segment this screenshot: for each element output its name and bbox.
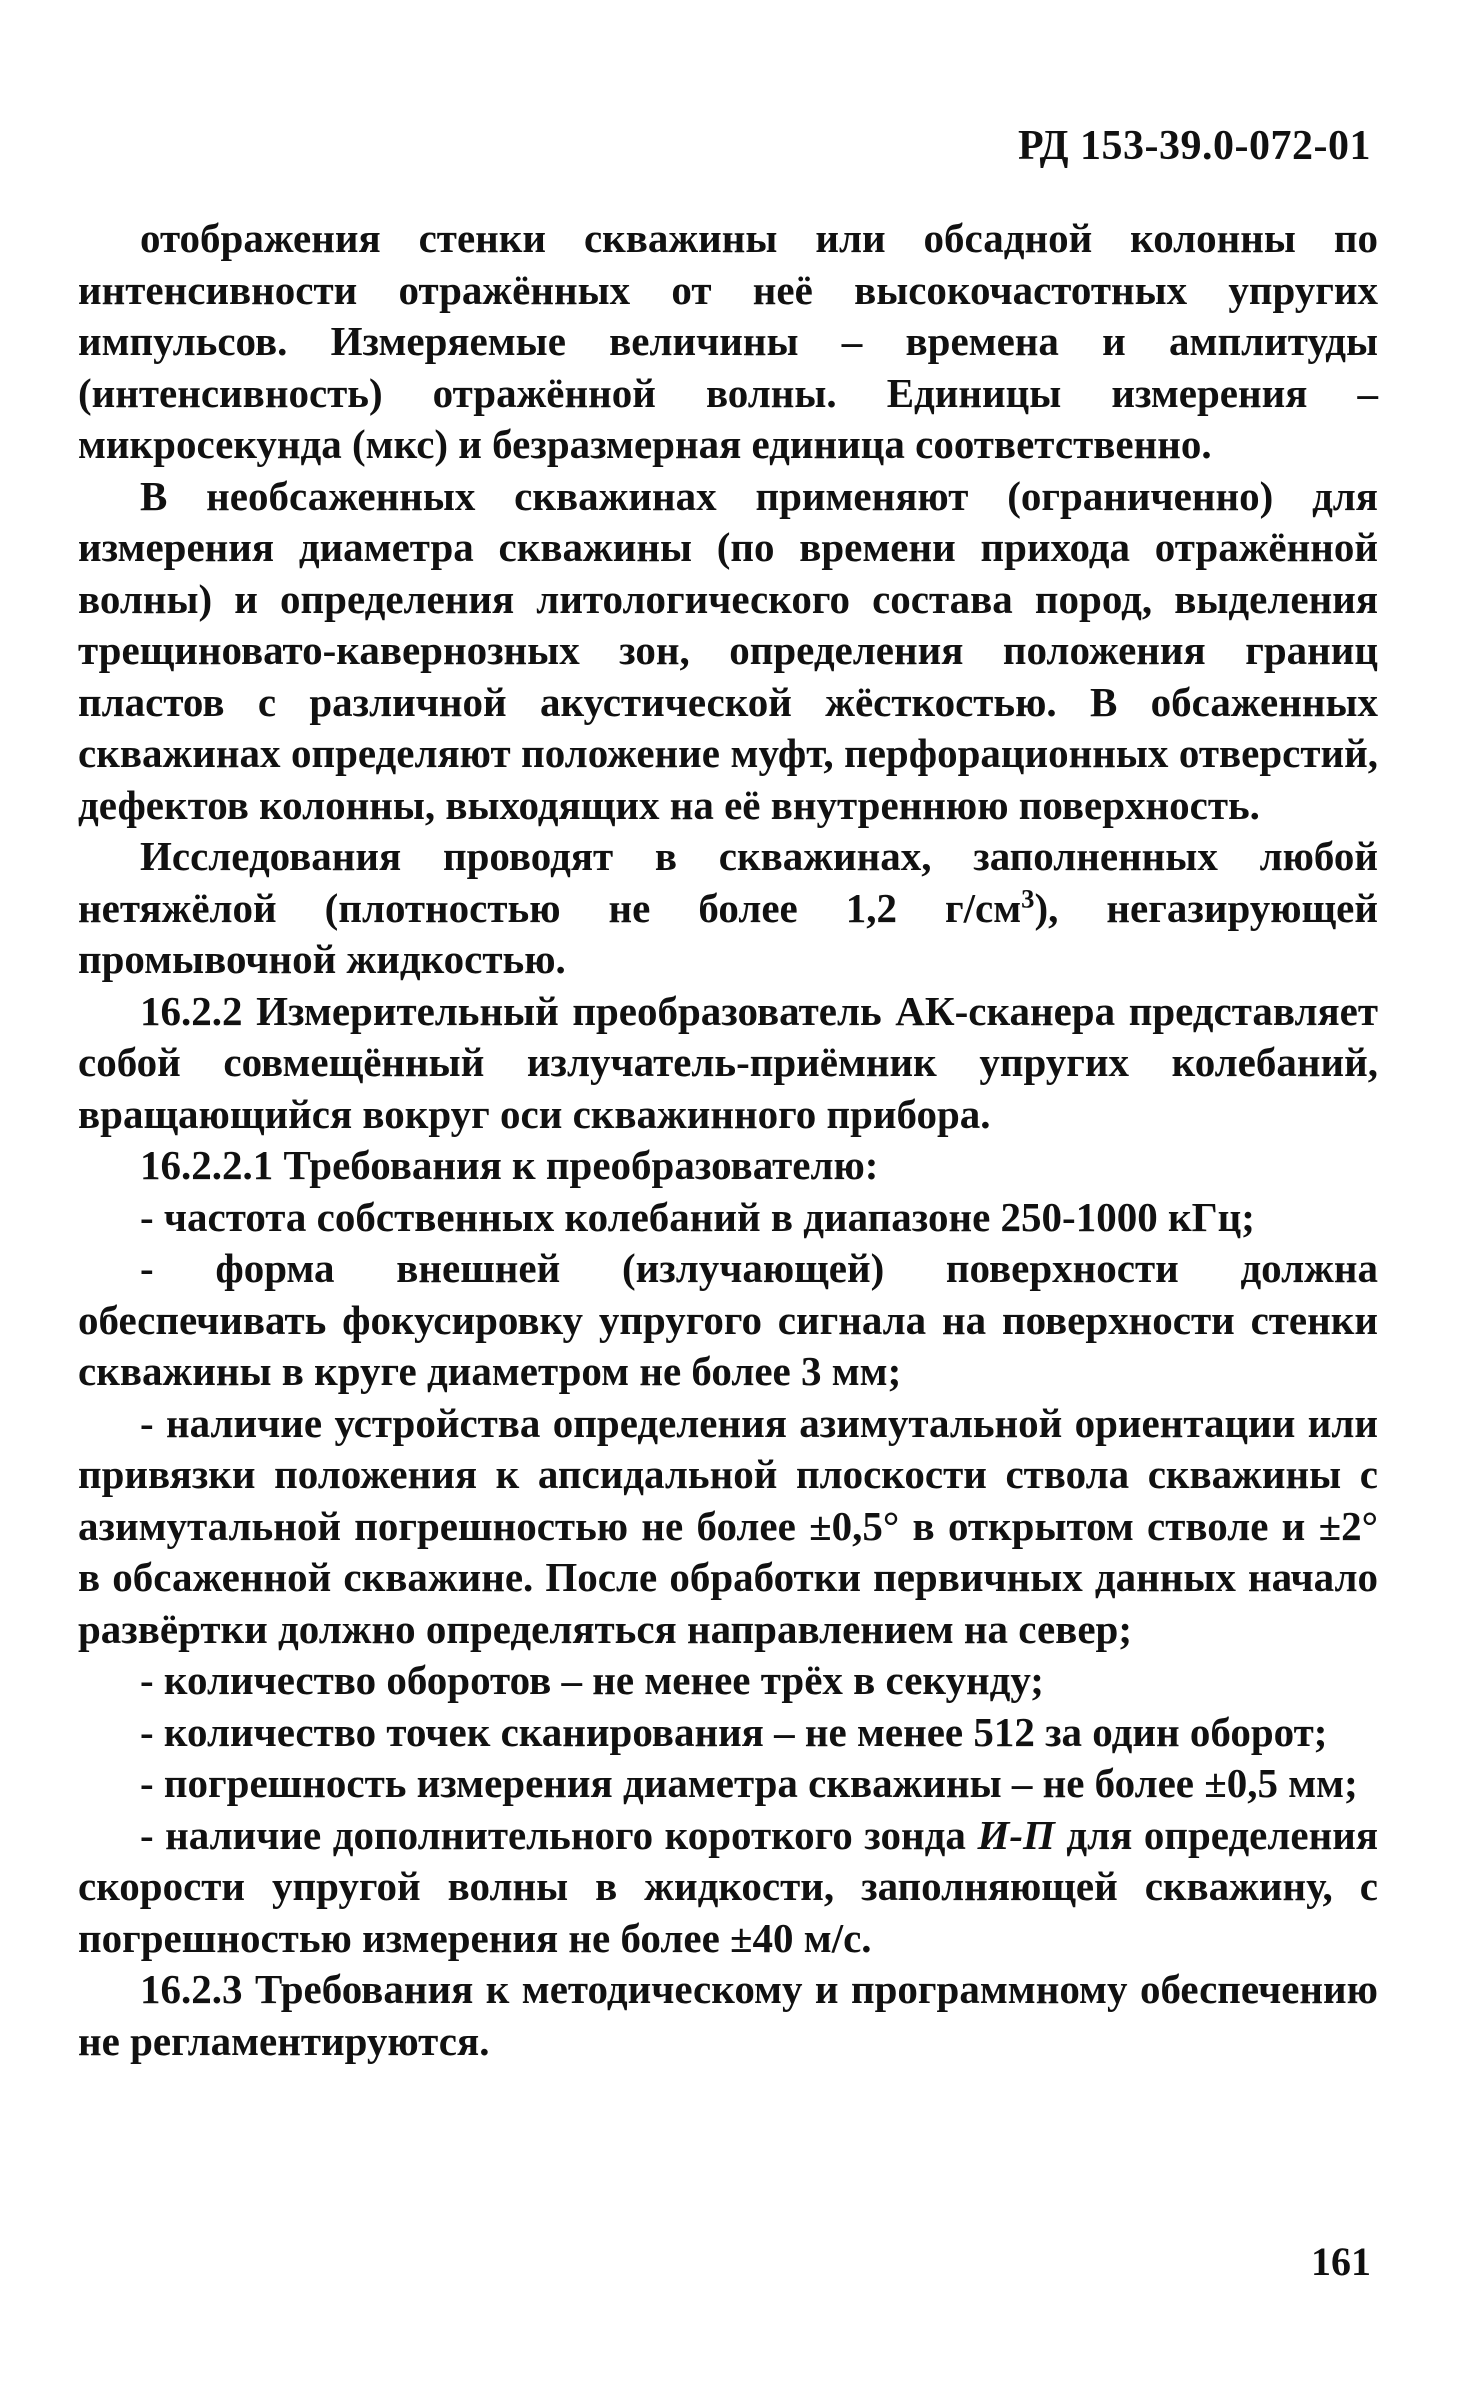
superscript-3: 3: [1021, 882, 1035, 913]
document-code-header: РД 153-39.0-072-01: [1017, 123, 1371, 169]
page-number: 161: [1311, 2239, 1371, 2284]
list-item-diameter-error: - погрешность измерения диаметра скважины – не более ±0,5 мм;: [140, 1760, 1358, 1806]
research-text-end: ), негазирующей промывочной жидкостью.: [78, 884, 1378, 982]
list-item-orientation: - наличие устройства определения азимутальной ориентации или привязки положения к апсидальной плоскости ствола скважины с азимутальной погрешностью не более ±0,5° в открытом стволе и ±2° в обсаженной скважине. После обработки первичных данных начало развёртки должно определяться направлением на север;: [78, 1399, 1378, 1652]
body-text: [78, 213, 1378, 2067]
probe-text-end: для определения скорости упругой волны в жидкости, заполняющей скважину, с погрешностью измерения не более ±40 м/с.: [78, 1811, 1379, 1961]
paragraph-research-conditions: [78, 831, 1378, 986]
probe-label: И-П: [977, 1811, 1055, 1858]
probe-text-start: - наличие дополнительного короткого зонда: [140, 1811, 978, 1858]
list-item-frequency: - частота собственных колебаний в диапазоне 250-1000 кГц;: [140, 1193, 1255, 1240]
section-16-2-2: 16.2.2 Измерительный преобразователь АК-сканера представляет собой совмещённый излучатель-приёмник упругих колебаний, вращающийся вокруг оси скважинного прибора.: [78, 987, 1378, 1137]
section-16-2-2-1-heading: 16.2.2.1 Требования к преобразователю:: [140, 1142, 879, 1188]
research-text-start: Исследования проводят в скважинах, заполненных любой нетяжёлой (плотностью не более 1,2 г/см: [78, 833, 1378, 931]
list-item-surface-shape: - форма внешней (излучающей) поверхности должна обеспечивать фокусировку упругого сигнала на поверхности стенки скважины в круге диаметром не более 3 мм;: [78, 1245, 1378, 1394]
paragraph-uncased-wells: В необсаженных скважинах применяют (ограниченно) для измерения диаметра скважины (по времени прихода отражённой волны) и определения литологического состава пород, выделения трещиновато-кавернозных зон, определения положения границ пластов с различной акустической жёсткостью. В обсаженных скважинах определяют положение муфт, перфорационных отверстий, дефектов колонны, выходящих на её внутреннюю поверхность.: [78, 472, 1378, 828]
paragraph-continuation: отображения стенки скважины или обсадной колонны по интенсивности отражённых от неё высокочастотных упругих импульсов. Измеряемые величины – времена и амплитуды (интенсивность) отражённой волны. Единицы измерения – микросекунда (мкс) и безразмерная единица соответственно.: [78, 215, 1378, 467]
list-item-short-probe: [78, 1810, 1378, 1965]
list-item-scan-points: - количество точек сканирования – не менее 512 за один оборот;: [140, 1708, 1328, 1755]
section-16-2-3: 16.2.3 Требования к методическому и программному обеспечению не регламентируются.: [78, 1966, 1378, 2064]
list-item-rotations: - количество оборотов – не менее трёх в секунду;: [140, 1657, 1044, 1703]
